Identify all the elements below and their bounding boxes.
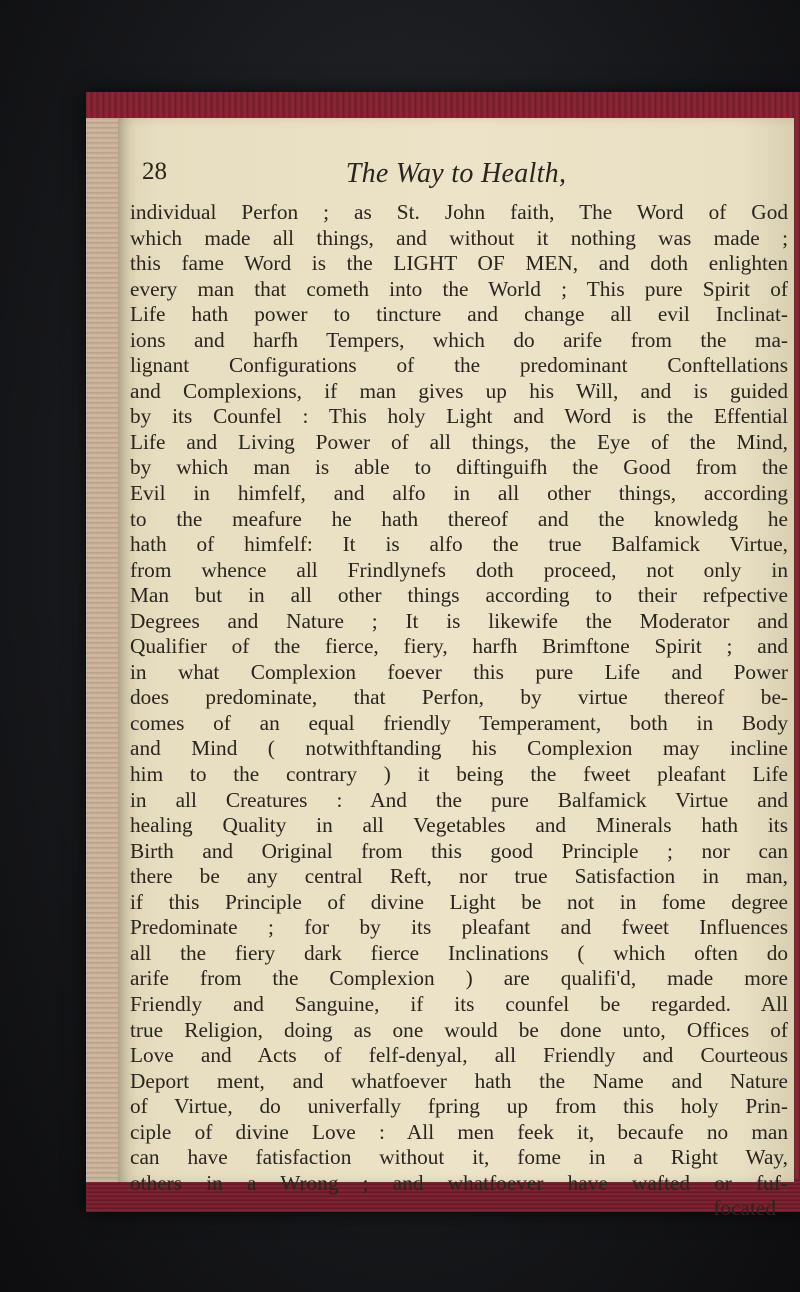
text-line: Man but in all other things according to their refpective [130, 583, 788, 608]
text-line: Life and Living Power of all things, the Eye of the Mind, [130, 429, 788, 454]
text-line: which made all things, and without it nothing was made ; [130, 225, 788, 250]
text-line: of Virtue, do univerfally fpring up from this holy Prin- [130, 1094, 788, 1119]
text-line: lignant Configurations of the predominant Conftellations [130, 353, 788, 378]
text-line: hath of himfelf: It is alfo the true Balfamick Virtue, [130, 532, 788, 557]
text-line: all the fiery dark fierce Inclinations ( which often do [130, 940, 788, 965]
text-line: every man that cometh into the World ; This pure Spirit of [130, 276, 788, 301]
text-line: Degrees and Nature ; It is likewife the Moderator and [130, 608, 788, 633]
text-line: Friendly and Sanguine, if its counfel be regarded. All [130, 991, 788, 1016]
running-title: The Way to Health, [345, 158, 567, 189]
text-line: in what Complexion foever this pure Life and Power [130, 659, 788, 684]
text-line: ciple of divine Love : All men feek it, becaufe no man [130, 1119, 788, 1144]
page-gutter [86, 118, 118, 1182]
page-header [118, 154, 794, 194]
text-line: by its Counfel : This holy Light and Word is the Effential [130, 404, 788, 429]
text-line: can have fatisfaction without it, fome in a Right Way, [130, 1145, 788, 1170]
text-line: to the meafure he hath thereof and the knowledg he [130, 506, 788, 531]
catchword: focated [713, 1196, 776, 1221]
text-line: true Religion, doing as one would be done unto, Offices of [130, 1017, 788, 1042]
text-line: and Mind ( notwithftanding his Complexion may incline [130, 736, 788, 761]
text-line: Love and Acts of felf-denyal, all Friendly and Courteous [130, 1043, 788, 1068]
text-line: ions and harfh Tempers, which do arife from the ma- [130, 327, 788, 352]
text-line: Life hath power to tincture and change all evil Inclinat- [130, 302, 788, 327]
page-number: 28 [142, 158, 167, 185]
text-line: in all Creatures : And the pure Balfamick Virtue and [130, 787, 788, 812]
text-line: there be any central Reft, nor true Satisfaction in man, [130, 864, 788, 889]
text-line: does predominate, that Perfon, by virtue thereof be- [130, 685, 788, 710]
text-line: and Complexions, if man gives up his Will, and is guided [130, 378, 788, 403]
text-line: if this Principle of divine Light be not in fome degree [130, 889, 788, 914]
text-line: arife from the Complexion ) are qualifi'd, made more [130, 966, 788, 991]
text-line: Qualifier of the fierce, fiery, harfh Brimftone Spirit ; and [130, 634, 788, 659]
text-line: Predominate ; for by its pleafant and fweet Influences [130, 915, 788, 940]
text-line: him to the contrary ) it being the fweet pleafant Life [130, 762, 788, 787]
text-line: from whence all Frindlynefs doth proceed, not only in [130, 557, 788, 582]
text-line: Evil in himfelf, and alfo in all other things, according [130, 481, 788, 506]
text-line: individual Perfon ; as St. John faith, The Word of God [130, 200, 788, 224]
text-line: Birth and Original from this good Principle ; nor can [130, 838, 788, 863]
book-page [118, 118, 794, 1221]
text-line: others in a Wrong ; and whatfoever have wafted or fuf- [130, 1170, 788, 1195]
text-line: comes of an equal friendly Temperament, both in Body [130, 710, 788, 735]
text-line: Deport ment, and whatfoever hath the Name and Nature [130, 1068, 788, 1093]
text-line: healing Quality in all Vegetables and Minerals hath its [130, 813, 788, 838]
text-line: this fame Word is the LIGHT OF MEN, and doth enlighten [130, 251, 788, 276]
text-line: by which man is able to diftinguifh the Good from the [130, 455, 788, 480]
body-text [130, 200, 788, 1222]
